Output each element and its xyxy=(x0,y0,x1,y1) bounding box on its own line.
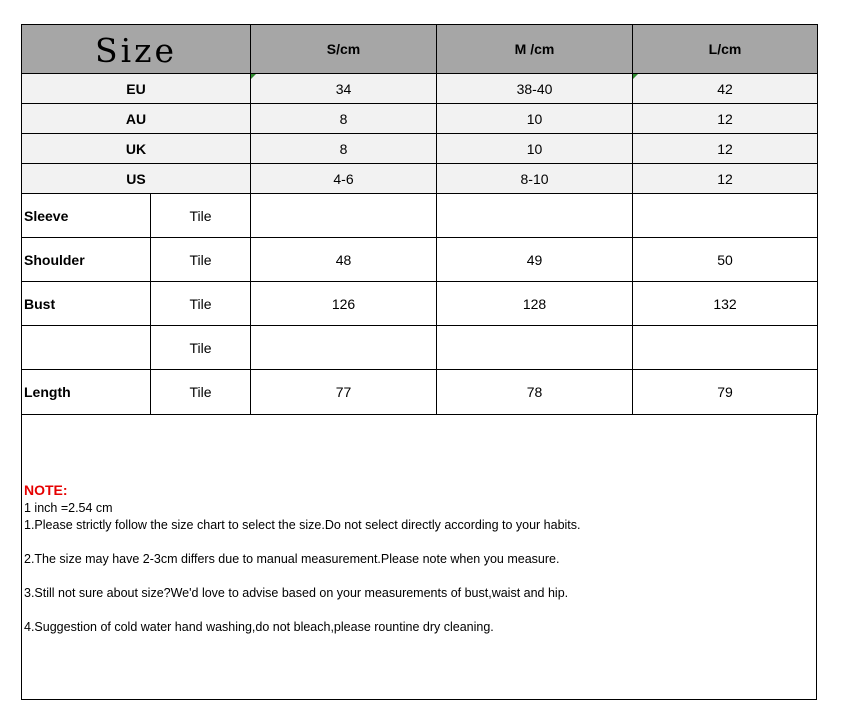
size-title: Size xyxy=(22,25,251,74)
region-row-au xyxy=(22,104,818,134)
table-cell xyxy=(251,326,437,370)
table-cell: 12 xyxy=(633,164,818,194)
table-cell: 4-6 xyxy=(251,164,437,194)
table-cell: 10 xyxy=(437,104,633,134)
measure-method: Tile xyxy=(151,238,251,282)
table-cell: 12 xyxy=(633,104,818,134)
table-cell: 128 xyxy=(437,282,633,326)
table-cell: 48 xyxy=(251,238,437,282)
table-cell: 34 xyxy=(251,74,437,104)
note-conversion: 1 inch =2.54 cm xyxy=(24,501,113,515)
measure-label: Sleeve xyxy=(22,194,151,238)
region-label: UK xyxy=(22,134,251,164)
region-row-us xyxy=(22,164,818,194)
table-cell: 8-10 xyxy=(437,164,633,194)
measure-method: Tile xyxy=(151,282,251,326)
table-cell xyxy=(437,194,633,238)
table-cell: 78 xyxy=(437,370,633,415)
measure-row-sleeve xyxy=(22,194,818,238)
note-item-4: 4.Suggestion of cold water hand washing,do not bleach,please rountine dry cleaning. xyxy=(24,620,494,634)
table-cell: 8 xyxy=(251,104,437,134)
measure-label: Length xyxy=(22,370,151,415)
note-title: NOTE: xyxy=(24,482,68,498)
size-chart xyxy=(21,24,817,415)
table-cell xyxy=(437,326,633,370)
measure-row-blank xyxy=(22,326,818,370)
table-cell: 50 xyxy=(633,238,818,282)
table-cell: 79 xyxy=(633,370,818,415)
table-cell: 10 xyxy=(437,134,633,164)
header-row xyxy=(22,25,818,74)
measure-method: Tile xyxy=(151,194,251,238)
column-header-m: M /cm xyxy=(437,25,633,74)
measure-label: Shoulder xyxy=(22,238,151,282)
table-cell: 12 xyxy=(633,134,818,164)
measure-method: Tile xyxy=(151,370,251,415)
notes-section xyxy=(21,414,817,700)
region-row-uk xyxy=(22,134,818,164)
table-cell xyxy=(251,194,437,238)
note-item-1: 1.Please strictly follow the size chart to select the size.Do not select directly according to your habits. xyxy=(24,518,581,532)
measure-label: Bust xyxy=(22,282,151,326)
table-cell xyxy=(633,194,818,238)
table-cell: 49 xyxy=(437,238,633,282)
measure-row-shoulder xyxy=(22,238,818,282)
measure-method: Tile xyxy=(151,326,251,370)
measure-row-bust xyxy=(22,282,818,326)
note-item-2: 2.The size may have 2-3cm differs due to manual measurement.Please note when you measure. xyxy=(24,552,560,566)
note-item-3: 3.Still not sure about size?We'd love to advise based on your measurements of bust,waist and hip. xyxy=(24,586,569,600)
table-cell: 77 xyxy=(251,370,437,415)
table-cell xyxy=(633,326,818,370)
region-label: US xyxy=(22,164,251,194)
table-cell: 126 xyxy=(251,282,437,326)
table-cell: 42 xyxy=(633,74,818,104)
table-cell: 38-40 xyxy=(437,74,633,104)
region-label: AU xyxy=(22,104,251,134)
column-header-l: L/cm xyxy=(633,25,818,74)
measure-label xyxy=(22,326,151,370)
region-row-eu xyxy=(22,74,818,104)
region-label: EU xyxy=(22,74,251,104)
measure-row-length xyxy=(22,370,818,415)
table-cell: 132 xyxy=(633,282,818,326)
table-cell: 8 xyxy=(251,134,437,164)
column-header-s: S/cm xyxy=(251,25,437,74)
size-table xyxy=(21,24,818,415)
